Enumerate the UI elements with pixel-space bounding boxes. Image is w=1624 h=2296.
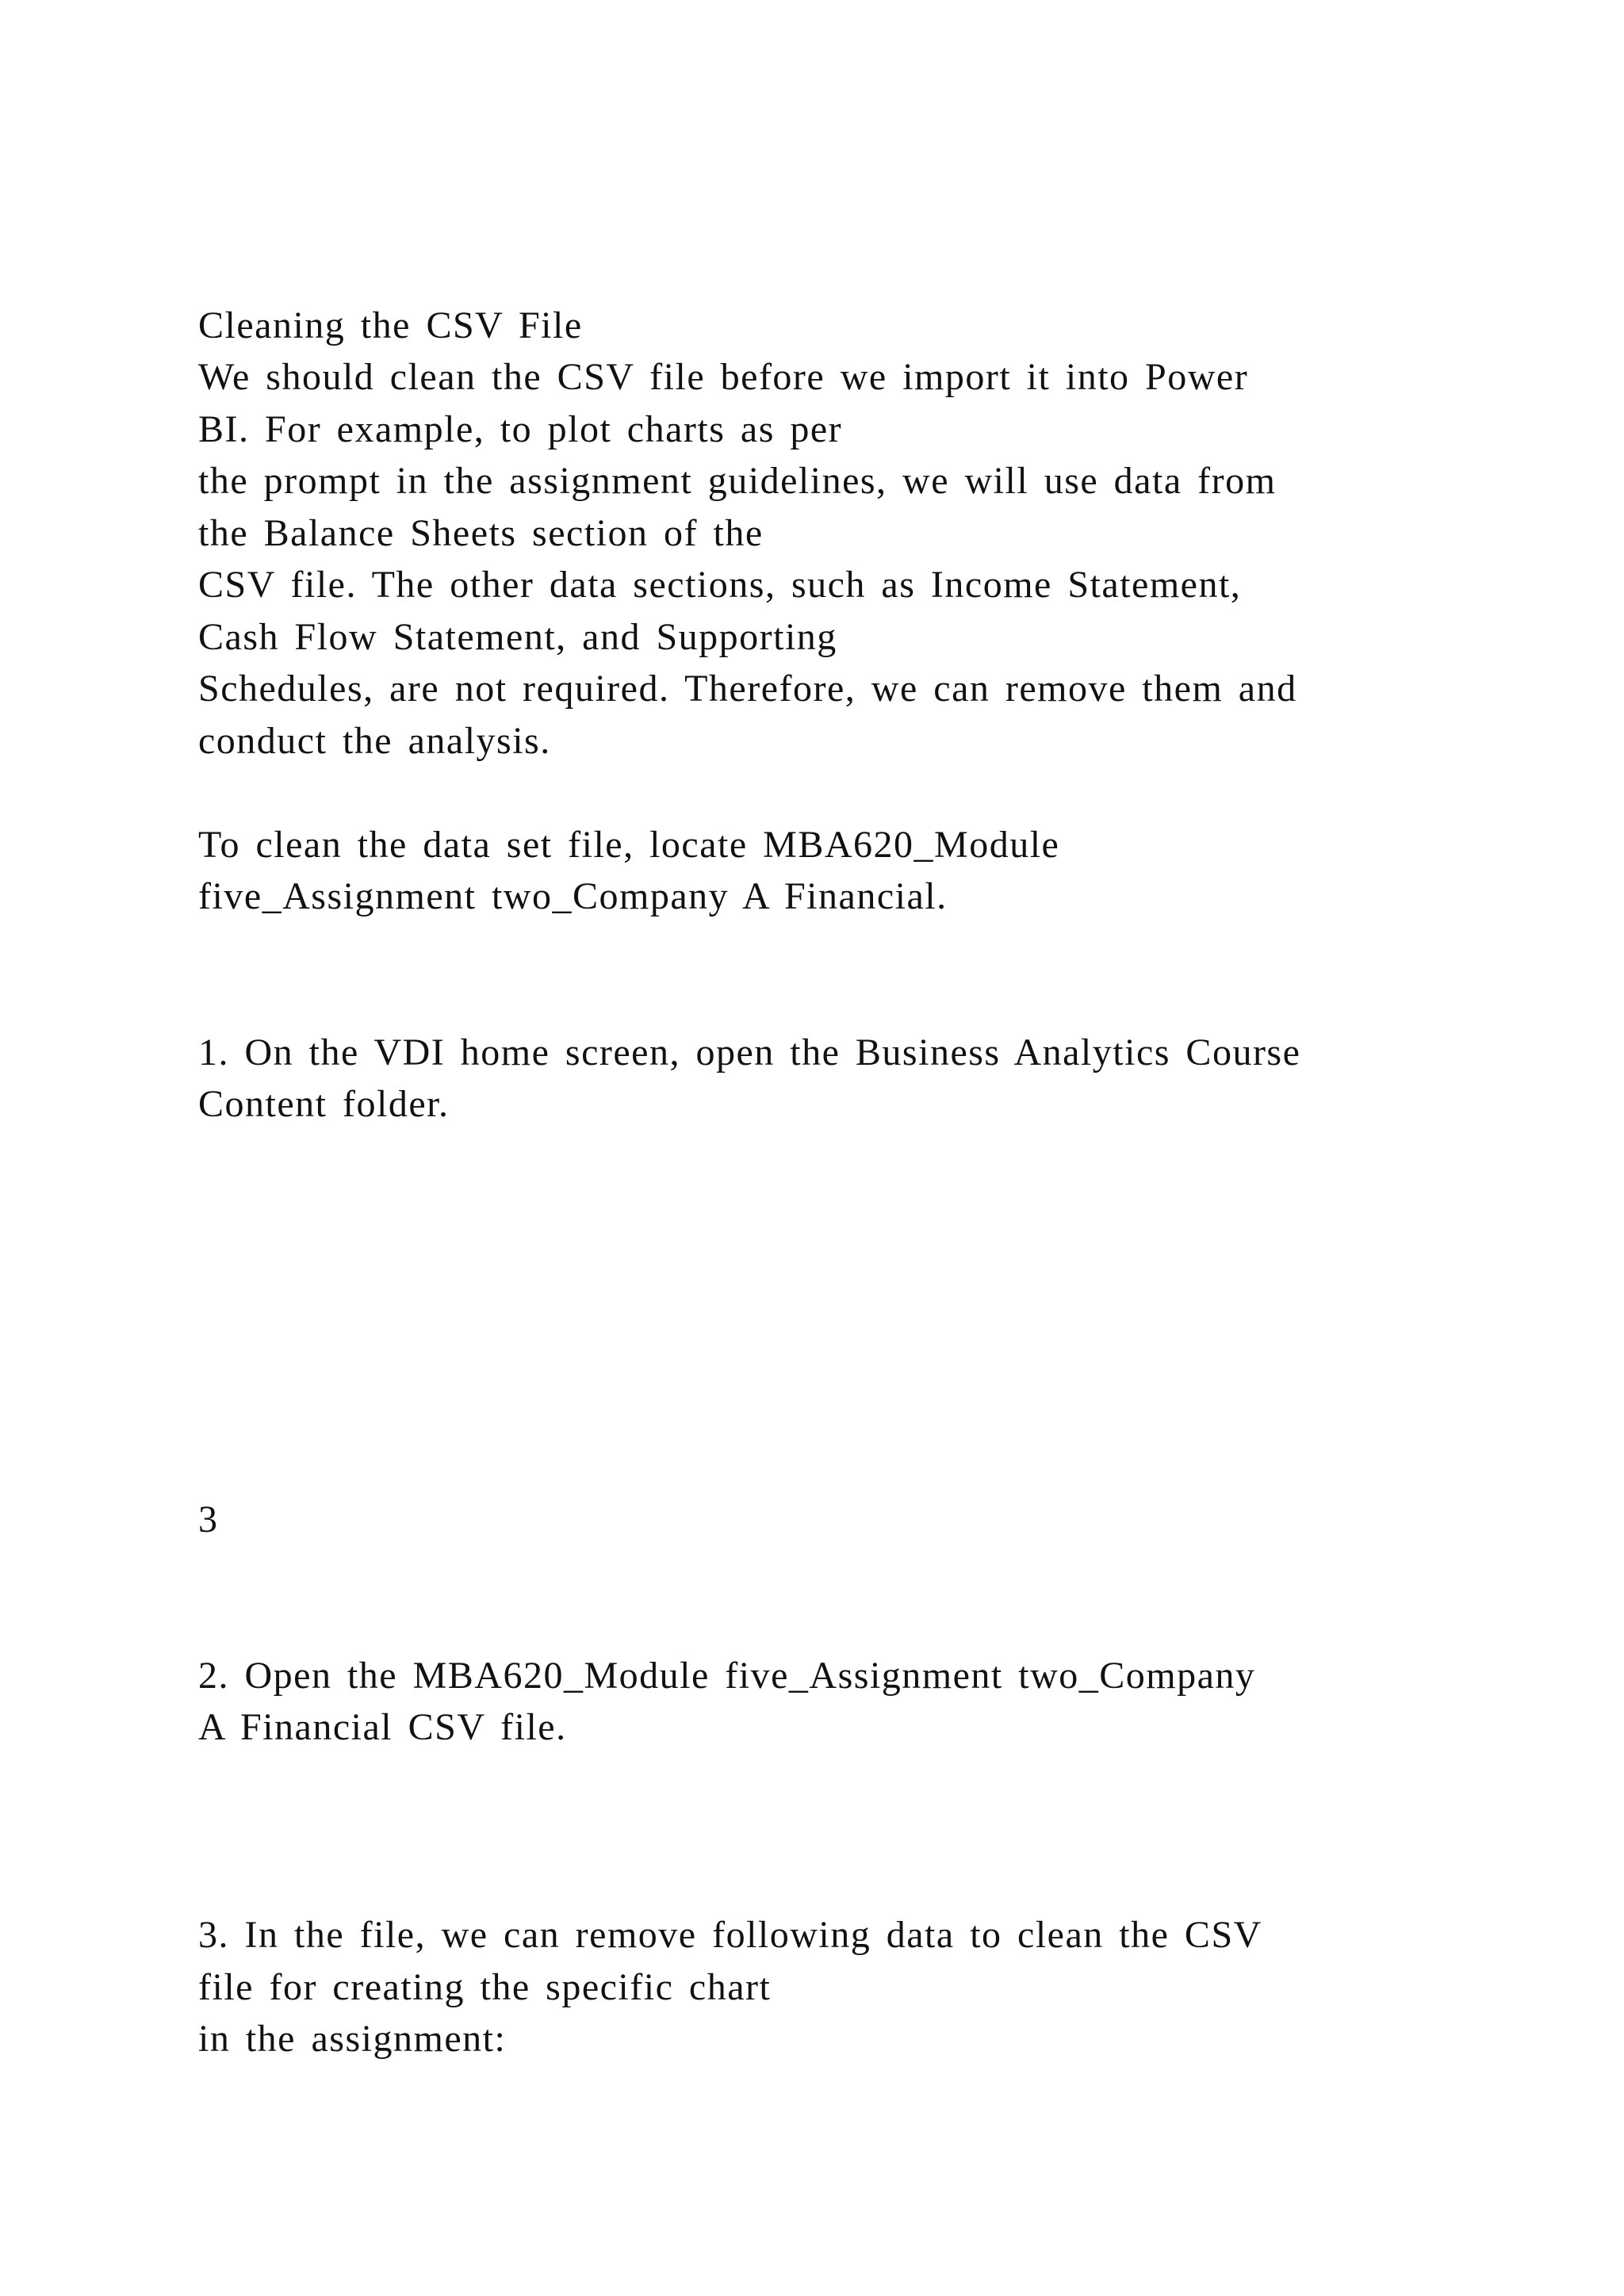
document-heading: Cleaning the CSV File [198,304,583,346]
step-3-line: in the assignment: [198,2018,507,2060]
intro-line: We should clean the CSV file before we import it into Power [198,356,1249,398]
locate-line: To clean the data set file, locate MBA620_Module [198,824,1060,866]
intro-line: CSV file. The other data sections, such as Income Statement, [198,564,1242,606]
step-1-line: 1. On the VDI home screen, open the Business Analytics Course [198,1031,1301,1073]
intro-line: the prompt in the assignment guidelines, we will use data from [198,460,1277,502]
step-3-line: file for creating the specific chart [198,1966,772,2008]
page-number: 3 [198,1498,219,1540]
intro-line: the Balance Sheets section of the [198,512,764,554]
step-1-line: Content folder. [198,1083,450,1125]
intro-line: Schedules, are not required. Therefore, we can remove them and [198,668,1297,710]
intro-line: conduct the analysis. [198,720,551,762]
step-3-line: 3. In the file, we can remove following data to clean the CSV [198,1914,1262,1956]
intro-line: BI. For example, to plot charts as per [198,408,843,450]
step-2-line: 2. Open the MBA620_Module five_Assignment two_Company [198,1655,1256,1697]
step-2-line: A Financial CSV file. [198,1706,567,1748]
intro-line: Cash Flow Statement, and Supporting [198,616,837,658]
locate-line: five_Assignment two_Company A Financial. [198,875,948,917]
